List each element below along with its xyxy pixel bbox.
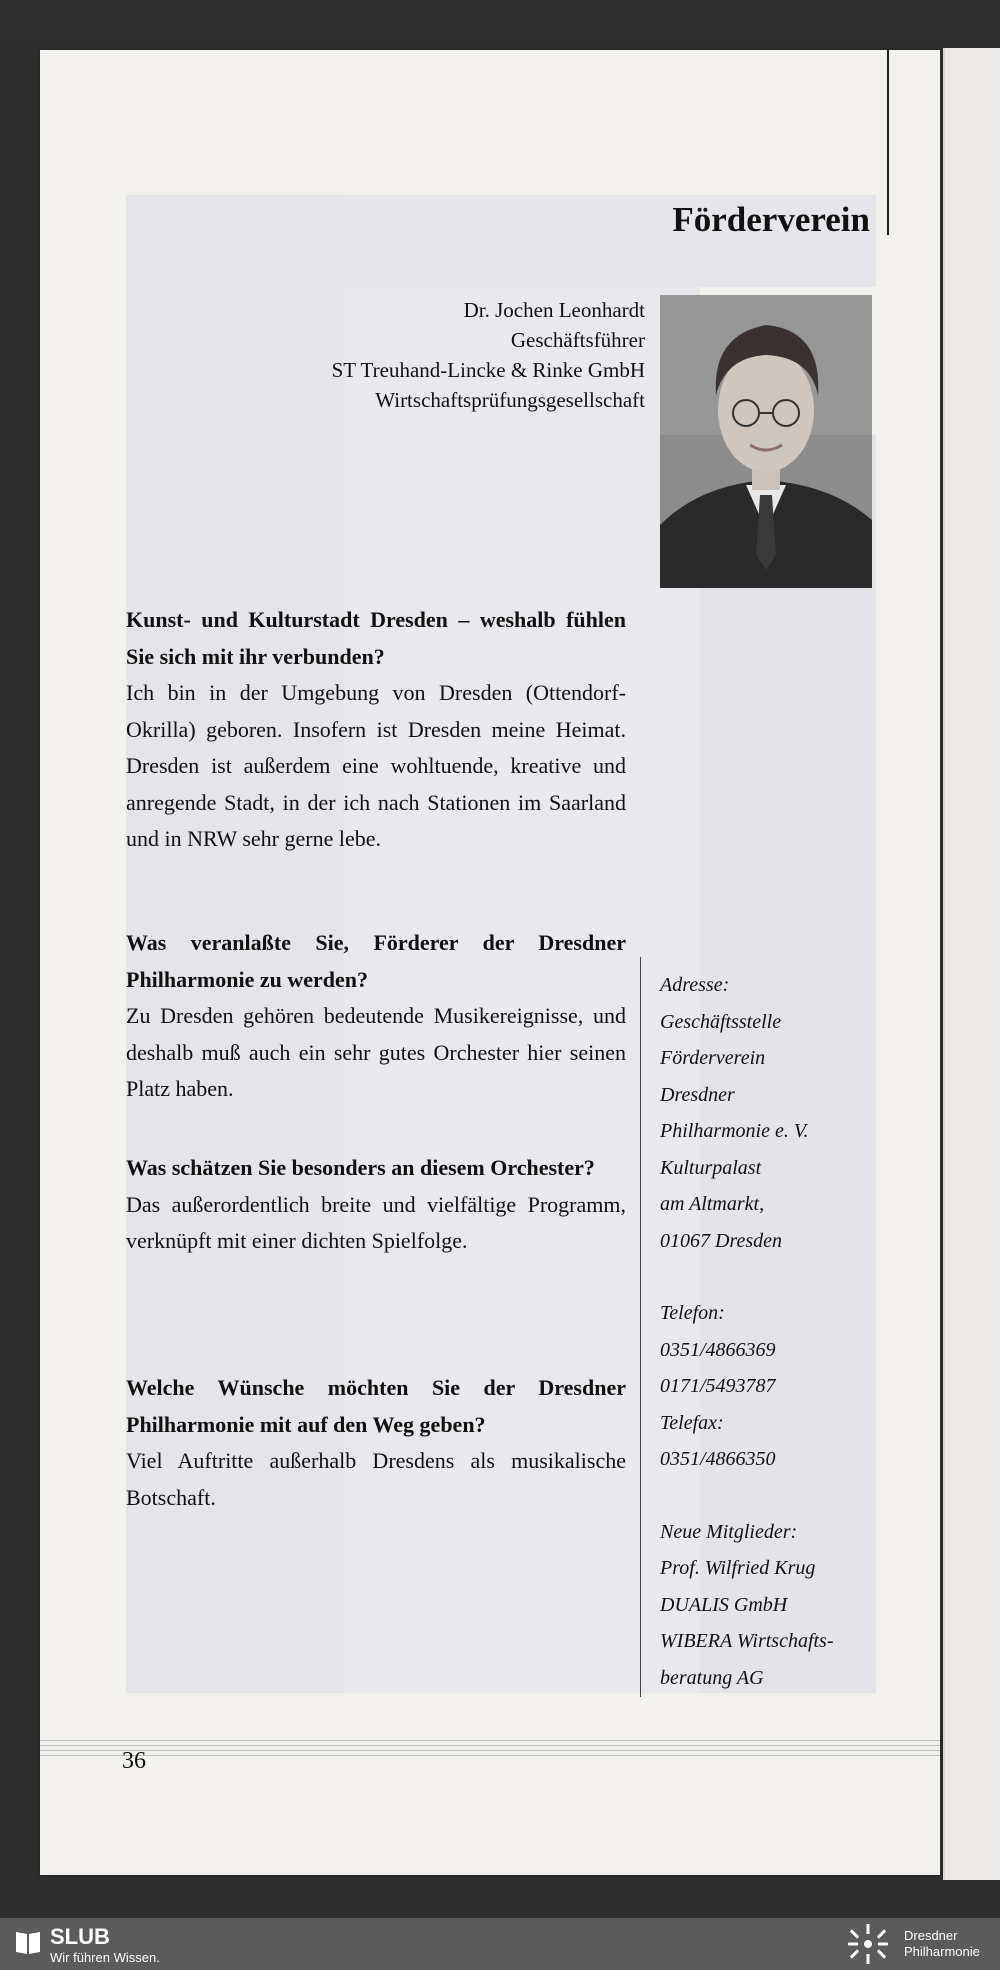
person-credits xyxy=(332,295,645,415)
dresdner-philharmonie-logo-icon[interactable] xyxy=(840,1922,896,1966)
portrait-icon xyxy=(660,295,872,588)
address-line: Kulturpalast xyxy=(660,1156,762,1179)
fax-label: Telefax: xyxy=(660,1411,724,1434)
viewer-footer-bar xyxy=(0,1918,1000,1970)
answer-2: Zu Dresden gehören bedeutende Musikereignisse, und deshalb muß auch ein sehr gutes Orchester hier seinen Platz haben. xyxy=(126,1003,626,1101)
contact-sidebar xyxy=(660,967,880,1696)
address-line: am Altmarkt, xyxy=(660,1193,765,1215)
phone-label: Telefon: xyxy=(660,1302,725,1324)
spacer xyxy=(660,1478,880,1514)
question-1: Kunst- und Kulturstadt Dresden – weshalb fühlen Sie sich mit ihr verbunden? xyxy=(126,607,626,669)
next-page-edge xyxy=(943,48,1000,1880)
new-member: DUALIS GmbH xyxy=(660,1593,788,1616)
address-label: Adresse: xyxy=(660,974,730,996)
person-name: Dr. Jochen Leonhardt xyxy=(463,298,645,322)
address-line: Dresdner xyxy=(660,1083,735,1106)
library-tagline: Wir führen Wissen. xyxy=(50,1950,160,1965)
new-member: beratung AG xyxy=(660,1666,764,1689)
partner-name-line2: Philharmonie xyxy=(904,1944,980,1959)
portrait-photo xyxy=(660,295,872,588)
person-company: ST Treuhand-Lincke & Rinke GmbH xyxy=(331,358,645,382)
qa-block-2 xyxy=(126,925,626,1108)
question-4: Welche Wünsche möchten Sie der Dresdner Philharmonie mit auf den Weg geben? xyxy=(126,1375,626,1437)
partner-name xyxy=(904,1928,980,1960)
library-name[interactable]: SLUB xyxy=(50,1924,110,1949)
answer-4: Viel Auftritte außerhalb Dresdens als musikalische Botschaft. xyxy=(126,1448,626,1510)
document-page xyxy=(40,50,940,1875)
fax-number: 0351/4866350 xyxy=(660,1448,776,1470)
address-line: Geschäftsstelle xyxy=(660,1010,782,1033)
phone-number: 0171/5493787 xyxy=(660,1375,776,1397)
footer-rules xyxy=(40,1740,940,1760)
address-line: 01067 Dresden xyxy=(660,1229,783,1252)
spacer xyxy=(660,1259,880,1295)
qa-block-3 xyxy=(126,1150,626,1260)
answer-3: Das außerordentlich breite und vielfältige Programm, verknüpft mit einer dichten Spielfolge. xyxy=(126,1191,626,1253)
qa-block-4 xyxy=(126,1370,626,1516)
question-2: Was veranlaßte Sie, Förderer der Dresdner Philharmonie zu werden? xyxy=(126,930,626,992)
person-role: Geschäftsführer xyxy=(510,328,645,352)
section-title: Förderverein xyxy=(672,200,870,239)
answer-1: Ich bin in der Umgebung von Dresden (Ottendorf-Okrilla) geboren. Insofern ist Dresden meine Heimat. Dresden ist außerdem eine wohltuende, kreative und anregende Stadt, in der ich nach Stationen im Saarland und in NRW sehr gerne lebe. xyxy=(126,680,626,851)
slub-book-icon xyxy=(14,1928,42,1956)
address-line: Philharmonie e. V. xyxy=(660,1120,809,1142)
scan-top-border xyxy=(0,0,1000,40)
page-number: 36 xyxy=(122,1748,146,1774)
new-member: WIBERA Wirtschafts- xyxy=(660,1630,834,1652)
person-company-type: Wirtschaftsprüfungsgesellschaft xyxy=(375,388,645,412)
sidebar-divider xyxy=(640,957,641,1697)
new-members-label: Neue Mitglieder: xyxy=(660,1520,798,1543)
question-3: Was schätzen Sie besonders an diesem Orchester? xyxy=(126,1155,595,1180)
qa-block-1 xyxy=(126,602,626,858)
phone-number: 0351/4866369 xyxy=(660,1338,776,1361)
partner-name-line1: Dresdner xyxy=(904,1928,958,1943)
header-vertical-rule xyxy=(887,50,889,235)
new-member: Prof. Wilfried Krug xyxy=(660,1557,816,1579)
address-line: Förderverein xyxy=(660,1047,766,1069)
